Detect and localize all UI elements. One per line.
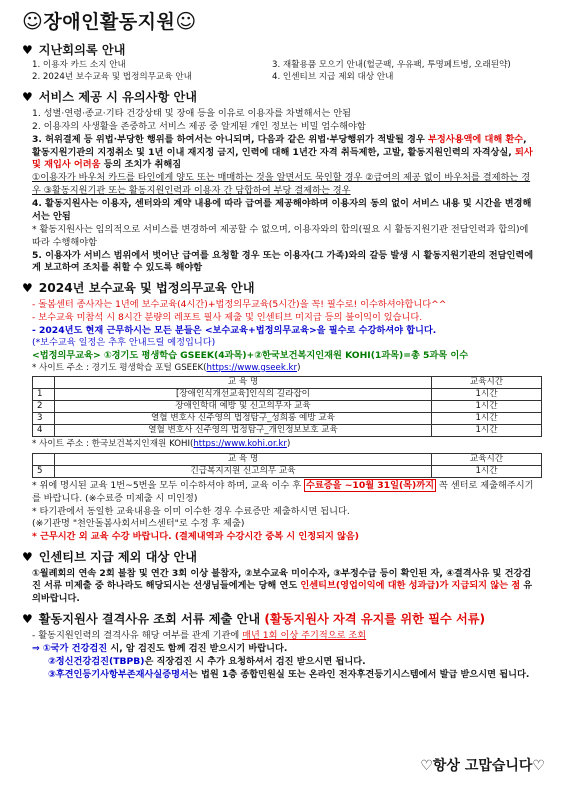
service-notes [32,108,535,275]
note-line: 4. 활동지원사는 이용자, 센터와의 계약 내용에 따라 급여를 제공해야하며 이용자의 동의 없이 서비스 내용 및 시간을 변경해서는 안됨 [32,198,532,222]
footnote-line: * 위에 명시된 교육 1번~5번을 모두 이수하셔야 하며, 교육 이수 후 수료증을 ~10월 31일(목)까지 꼭 센터로 제출해주시기를 바랍니다. (※수료증 미제출 시 미인정) [32,480,534,505]
gseek-course-table [32,376,542,437]
note-line: - 활동지원인력의 결격사유 해당 여부를 관계 기관에 매년 1회 이상 주기적으로 조회 [32,630,367,642]
list-item: 1. 이용자 카드 소지 안내 [32,60,126,71]
table-row: 3 열혈 변호사 신주영의 법정탐구_성희롱 예방 교육 1시간 [33,413,542,425]
education-line: (*보수교육 일정은 추후 안내드릴 예정입니다) [32,337,216,349]
note-line: 3. 허위결제 등 위법·부당한 행위를 하여서는 아니되며, 다음과 같은 위법·부당행위가 적발될 경우 부정사용액에 대해 환수, 활동지원기관의 지정취소 및 1년 이내 재지정 금지, 인력에 대해 1년간 자격 취득제한, 고발, 활동지원인력의 자격상실, 퇴사 및 재입사 어려움 등의 조치가 취해짐 [32,133,533,171]
education-line: - 돌봄센터 종사자는 1년에 보수교육(4시간)+법정의무교육(5시간)을 꼭! 필수로! 이수하셔야합니다^^ [32,299,447,311]
education-footnotes [32,480,535,543]
list-item: 4. 인센티브 지급 제외 대상 안내 [272,72,394,83]
section-heading-service-notes: ♥ 서비스 제공 시 유의사항 안내 [22,90,198,105]
previous-minutes-list [32,60,535,84]
footnote-line: * 타기관에서 동일한 교육내용을 이미 이수한 경우 수료증만 제출하시면 됩니다. [32,505,350,517]
gseek-link[interactable]: https://www.gseek.kr [206,362,298,373]
kohi-link[interactable]: https://www.kohi.or.kr [193,439,287,450]
page-title [22,8,535,36]
note-line: 5. 이용자가 서비스 범위에서 벗어난 급여를 요청할 경우 또는 이용자(그 가족)와의 갈등 발생 시 활동지원기관의 전담인력에게 보고하여 조치를 취할 수 있도록 해야함 [32,249,534,274]
section-heading-education: ♥ 2024년 보수교육 및 법정의무교육 안내 [22,281,255,296]
kohi-course-table [32,453,542,478]
note-line: ⇒ ①국가 건강검진 시, 암 검진도 함께 검진 받으시기 바랍니다. [32,642,288,654]
heart-icon: ♥ [22,281,33,296]
education-line: - 2024년도 현재 근무하시는 모든 분들은 <보수교육+법정의무교육>을 필수로 수강하셔야 합니다. [32,324,437,336]
table-row: 2 장애인학대 예방 및 신고의무자 교육 1시간 [33,401,542,413]
smile-icon: ☺ [22,9,44,33]
heart-icon: ♥ [22,90,33,105]
note-line: 2. 이용자의 사생활을 존중하고 서비스 제공 중 알게된 개인 정보는 비밀 엄수해야함 [32,120,366,132]
table-header-row: 교 육 명 교육시간 [33,377,542,389]
note-line: ②정신건강검진(TBPB)은 직장검진 시 추가 요청하셔서 검진 받으시면 됩니다. [48,655,366,667]
table-row: 1 [장애인식개선교육]인식의 길라잡이 1시간 [33,389,542,401]
page-title-text: 장애인활동지원 [43,10,176,33]
list-item: 3. 재활용품 모으기 안내(헐군팩, 우유팩, 투명페트병, 오래된약) [272,60,511,71]
education-notes [32,299,535,374]
note-line: ③후견인등기사항부존재사실증명서는 법원 1층 종합민원실 또는 온라인 전자후견등기시스템에서 발급 받으시면 됩니다. [48,668,530,680]
smile-icon: ☺ [175,9,197,33]
section-heading-disqualification: ♥ 활동지원사 결격사유 조회 서류 제출 안내 (활동지원사 자격 유지를 위한 필수 서류) [22,612,486,627]
education-line: - 보수교육 미참석 시 8시간 분량의 레포트 필사 제출 및 인센티브 미지급 등의 불이익이 있습니다. [32,311,423,323]
note-line: 1. 성별·연령·종교·기타 건강상태 및 장애 등을 이유로 이용자를 차별해서는 안됨 [32,107,351,119]
incentive-notes: ①월례회의 연속 2회 불참 및 연간 3회 이상 불참자, ②보수교육 미이수자, ③부정수급 등이 확인된 자, ④결격사유 및 건강검진 서류 미제출 중 하나라도 해당되시는 선생님들에게는 당해 연도 인센티브(영업이익에 대한 성과급)가 지급되지 않는 점 유의바랍니다. [32,567,533,605]
list-item: 2. 2024년 보수교육 및 법정의무교육 안내 [32,72,192,83]
note-line: ①이용자가 바우처 카드를 타인에게 양도 또는 매매하는 것을 알면서도 묵인할 경우 ②급여의 제공 없이 바우처를 결제하는 경우 ③활동지원기관 또는 활동지원인력과 이용자 간 담합하여 부당 결제하는 경우 [32,172,531,197]
heart-icon: ♥ [22,42,33,57]
disqualification-notes [32,630,535,682]
footer-thanks: ♡항상 고맙습니다♡ [420,757,545,774]
section-heading-previous-minutes: ♥ 지난회의록 안내 [22,42,126,57]
table-header-row: 교 육 명 교육시간 [33,454,542,466]
heart-icon: ♥ [22,549,33,564]
table-row: 5 긴급복지지원 신고의무 교육 1시간 [33,466,542,478]
footnote-line: * 근무시간 외 교육 수강 바랍니다. (결제내역과 수강시간 중복 시 인정되지 않음) [32,531,360,543]
footnote-line: (※기관명 "천안돌봄사회서비스센터"로 수정 후 제출) [32,518,245,530]
note-line: * 활동지원사는 임의적으로 서비스를 변경하여 제공할 수 없으며, 이용자와의 합의(필요 시 활동지원기관 전담인력과 합의)에 따라 수행해야함 [32,223,529,248]
education-line: <법정의무교육> ①경기도 평생학습 GSEEK(4과목)+②한국보건복지인재원 KOHI(1과목)=총 5과목 이수 [32,349,469,361]
site-address-gseek: * 사이트 주소 : 경기도 평생학습 포털 GSEEK(https://www.gseek.kr) [32,362,301,373]
section-heading-incentive: ♥ 인센티브 지급 제외 대상 안내 [22,549,198,564]
heart-icon: ♥ [22,612,33,627]
table-row: 4 열혈 변호사 신주영의 법정탐구_개인정보보호 교육 1시간 [33,425,542,437]
site-address-kohi: * 사이트 주소 : 한국보건복지인재원 KOHI(https://www.kohi.or.kr) [32,439,291,450]
